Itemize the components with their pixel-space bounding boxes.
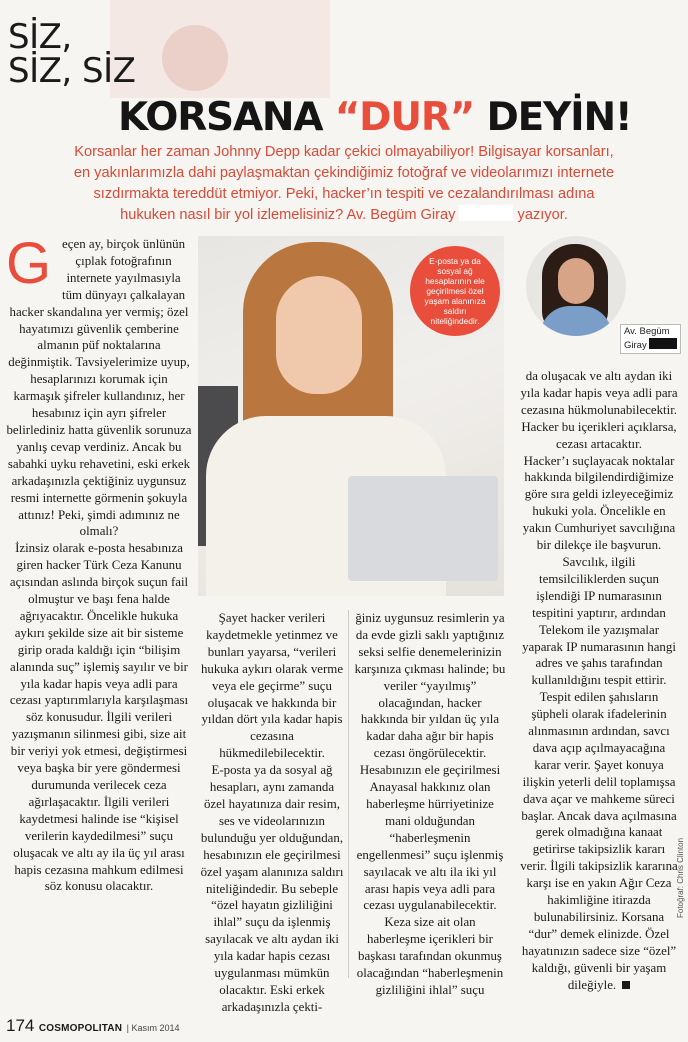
photo-face — [276, 276, 362, 394]
column-3-paragraph-2: Hesabınızın ele geçirilmesi Anayasal hakkınız olan haberleşme hürriyetinize mani olduğundan “haberleşmenin engellenmesi” suçu işlenmiş sayılacak ve altı ila iki yıl arası hapis veya adli para cezası uygulanabilecektir. Keza size ait olan haberleşme içerikleri bir başkası tarafından okunmuş olacağından “haberleşmenin gizliliğini ihlal” suçu — [356, 763, 504, 997]
pull-quote-badge — [410, 246, 500, 336]
section-kicker — [8, 17, 136, 91]
title-part-2: DEYİN! — [486, 95, 632, 140]
kicker-line-1: SİZ, — [8, 17, 72, 57]
article-deck — [6, 142, 682, 226]
header-decoration-circle — [162, 25, 228, 91]
end-mark — [622, 981, 630, 989]
column-4 — [520, 368, 678, 994]
column-1-paragraph-1-text: eçen ay, birçok ünlünün çıplak fotoğrafının internete yayılmasıyla tüm dünyayı çalkalayan hacker skandalına yer vermiş; özel hayatımızı güvenlik çemberine almanın püf noktalarına değinmiştik. Tavsiyelerimize uyup, hesaplarınızı korumak için karmaşık şifreler kullandınız, her hesabınız için ayrı şifreler belirlediniz hatta güvenlik sorunuza yanlış cevap verdiniz. Ancak bu sabahki uyku rehavetini, eski erkek arkadaşınızla çektiğiniz uygunsuz resmi internette görmenin şokuyla attınız! Peki, şimdi adımınız ne olmalı? — [6, 237, 192, 539]
issue-date: | Kasım 2014 — [126, 1023, 180, 1033]
column-3 — [354, 610, 506, 999]
author-avatar — [526, 236, 626, 336]
page-number: 174 — [6, 1016, 35, 1035]
page-title — [118, 96, 688, 140]
column-1 — [6, 231, 192, 895]
page-footer — [6, 1016, 179, 1036]
title-part-1: KORSANA — [118, 95, 323, 140]
caption-redaction-box — [649, 338, 677, 349]
column-3-paragraph-1: ğiniz uygunsuz resimlerin ya da evde gizli saklı yaptığınız seksi selfie denemelerinizin karşınıza çıkması halinde; bu veriler “yayılmış” olacağından, hacker hakkında bir yıldan üç yıla kadar daha ağır bir hapis cezası öngörülecektir. — [354, 611, 506, 761]
column-4-paragraph-2 — [520, 453, 678, 994]
column-2-paragraph-1: Şayet hacker verileri kaydetmekle yetinmez ve bunları yayarsa, “verileri hukuka aykırı olarak verme veya ele geçirme” suçu oluşacak ve hakkında bir yıldan dört yıla kadar hapis cezasına hükmedilebilecektir. — [200, 611, 344, 761]
caption-line-2-text: Giray — [624, 340, 647, 351]
column-4-paragraph-1: da oluşacak ve altı aydan iki yıla kadar hapis veya adli para cezasına hükmolunabilecektir. Hacker bu içerikleri açıklarsa, cezası artacaktır. — [520, 369, 678, 451]
redaction-box — [459, 205, 513, 221]
caption-line-1: Av. Begüm — [624, 326, 670, 337]
column-divider — [348, 610, 349, 978]
column-1-paragraph-1 — [6, 231, 192, 540]
column-1-paragraph-2: İzinsiz olarak e-posta hesabınıza giren hacker Türk Ceza Kanunu açısından aslında birçok suçun fail olmuştur ve başı fena halde ağrıyacaktır. Öncelikle hukuka aykırı şekilde size ait bir sisteme girip orada kaldığı için “bilişim alanında suç” işlemiş sayılır ve bir yıla kadar hapis veya adli para cezası yaptırımlarıyla karşılaşması söz konusudur. İlgili verileri yazışmanın silinmesi gibi, size ait bir veriyi yok etmesi, değiştirmesi veya başka bir yere göndermesi durumunda verilecek ceza ağırlaşacaktır. İlgili verileri kaydetmesi halinde ise “kişisel verilerin kaydedilmesi” suçu oluşacak ve altı ay ila üç yıl arası hapis cezasına mahkum edilmesi söz konusu olacaktır. — [9, 541, 189, 894]
issue-date-text: Kasım 2014 — [131, 1023, 180, 1033]
deck-line-4 — [6, 205, 682, 226]
author-caption — [620, 324, 681, 354]
deck-line-1: Korsanlar her zaman Johnny Depp kadar çekici olmayabiliyor! Bilgisayar korsanları, — [74, 144, 614, 160]
caption-line-2 — [624, 338, 677, 352]
deck-line-4-start: hukuken nasıl bir yol izlemelisiniz? Av. Begüm Giray — [120, 207, 456, 223]
column-4-paragraph-2-text: Hacker’ı suçlayacak noktalar hakkında bilgilendirdiğimize göre sıra geldi izleyeceğimiz hukuki yola. Öncelikle en yakın Cumhuriyet savcılığına bir dilekçe ile başvurun. Savcılık, ilgili temsilciliklerden suçun işlendiği IP numarasının tespitini yaptırır, ardından Telekom ile yazışmalar yaparak IP numarasının hangi adres ve şahıs tarafından kullanıldığını tespit ettirir. Tespit edilen şahısların şüpheli olarak ifadelerinin alınmasının ardından, savcı dava açıp açılmayacağına karar verir. Şayet konuya ilişkin yeterli delil toplamışsa dava açar ve mahkeme süreci başlar. Ancak dava açılmasına gerek olmadığına kanaat getirirse takipsizlik kararı verir. İlgili takipsizlik kararına karşı ise en yakın Ağır Ceza hakimliğine itirazda bulunabilirsiniz. Korsana “dur” demek elinizde. Özel hayatınızın sadece size “özel” kaldığı, güvenli bir yaşam dileğiyle. — [520, 453, 678, 992]
pull-quote-text: E-posta ya da sosyal ağ hesaplarının ele geçirilmesi özel yaşam alanınıza saldırı niteliğindedir. — [424, 256, 486, 326]
deck-line-2: en yakınlarımızla dahi paylaşmaktan çekindiğimiz fotoğraf ve videolarımızı internete — [73, 165, 615, 181]
title-quote: “DUR” — [334, 95, 475, 140]
avatar-face — [558, 258, 594, 304]
photo-credit: Fotoğraf: Chris Clinton — [676, 837, 685, 918]
deck-line-3: sızdırmakta tereddüt etmiyor. Peki, hacker’ın tespiti ve cezalandırılması adına — [93, 186, 595, 202]
drop-cap: G — [6, 231, 52, 296]
kicker-line-2: SİZ, SİZ — [8, 51, 136, 91]
deck-line-4-end: yazıyor. — [517, 207, 568, 223]
photo-laptop — [348, 476, 498, 581]
column-2-paragraph-2: E-posta ya da sosyal ağ hesapları, aynı zamanda özel hayatınıza dair resim, ses ve videolarınızın bulunduğu yer olduğundan, hesabınızın ele geçirilmesi özel yaşam alanınıza saldırı niteliğindedir. Bu sebeple “özel hayatın gizliliğini ihlal” suçu da işlenmiş sayılacak ve altı aydan iki yıla kadar hapis cezası uygulanması mümkün olacaktır. Eski erkek arkadaşınızla çekti- — [200, 763, 344, 1014]
magazine-brand: COSMOPOLITAN — [38, 1023, 123, 1034]
column-2 — [198, 610, 346, 1016]
